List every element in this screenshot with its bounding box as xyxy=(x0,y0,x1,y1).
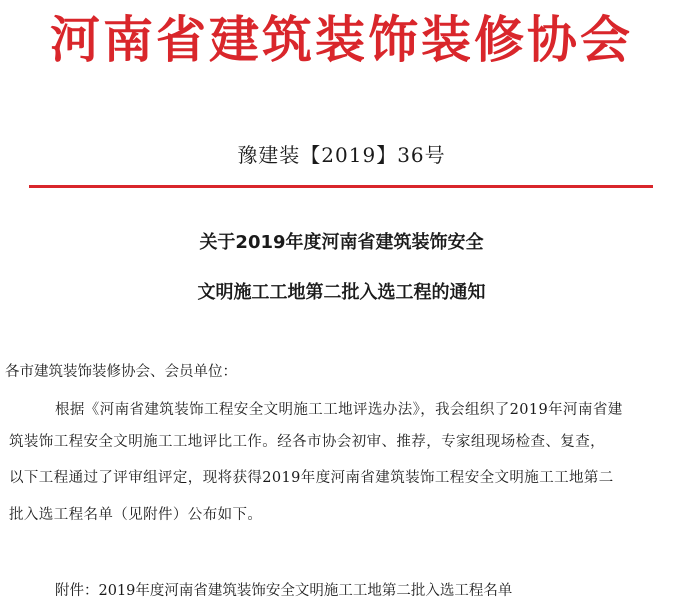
notice-title-line-2: 文明施工工地第二批入选工程的通知 xyxy=(197,282,486,303)
salutation: 各市建筑装饰装修协会、会员单位： xyxy=(5,364,237,380)
attachment-line: 附件：2019年度河南省建筑装饰安全文明施工工地第二批入选工程名单 xyxy=(55,583,513,599)
notice-title-line-1: 关于2019年度河南省建筑装饰安全 xyxy=(199,232,484,253)
document-number: 豫建装【2019】36号 xyxy=(237,143,446,167)
body-line-3: 以下工程通过了评审组评定，现将获得2019年度河南省建筑装饰工程安全文明施工工地第二 xyxy=(9,470,614,486)
body-line-4: 批入选工程名单（见附件）公布如下。 xyxy=(9,507,263,523)
organization-title: 河南省建筑装饰装修协会 xyxy=(50,11,633,69)
body-line-2: 筑装饰工程安全文明施工工地评比工作。经各市协会初审、推荐，专家组现场检查、复查， xyxy=(9,434,605,450)
red-divider xyxy=(29,185,653,188)
body-line-1: 根据《河南省建筑装饰工程安全文明施工工地评选办法》，我会组织了2019年河南省建 xyxy=(55,402,623,418)
